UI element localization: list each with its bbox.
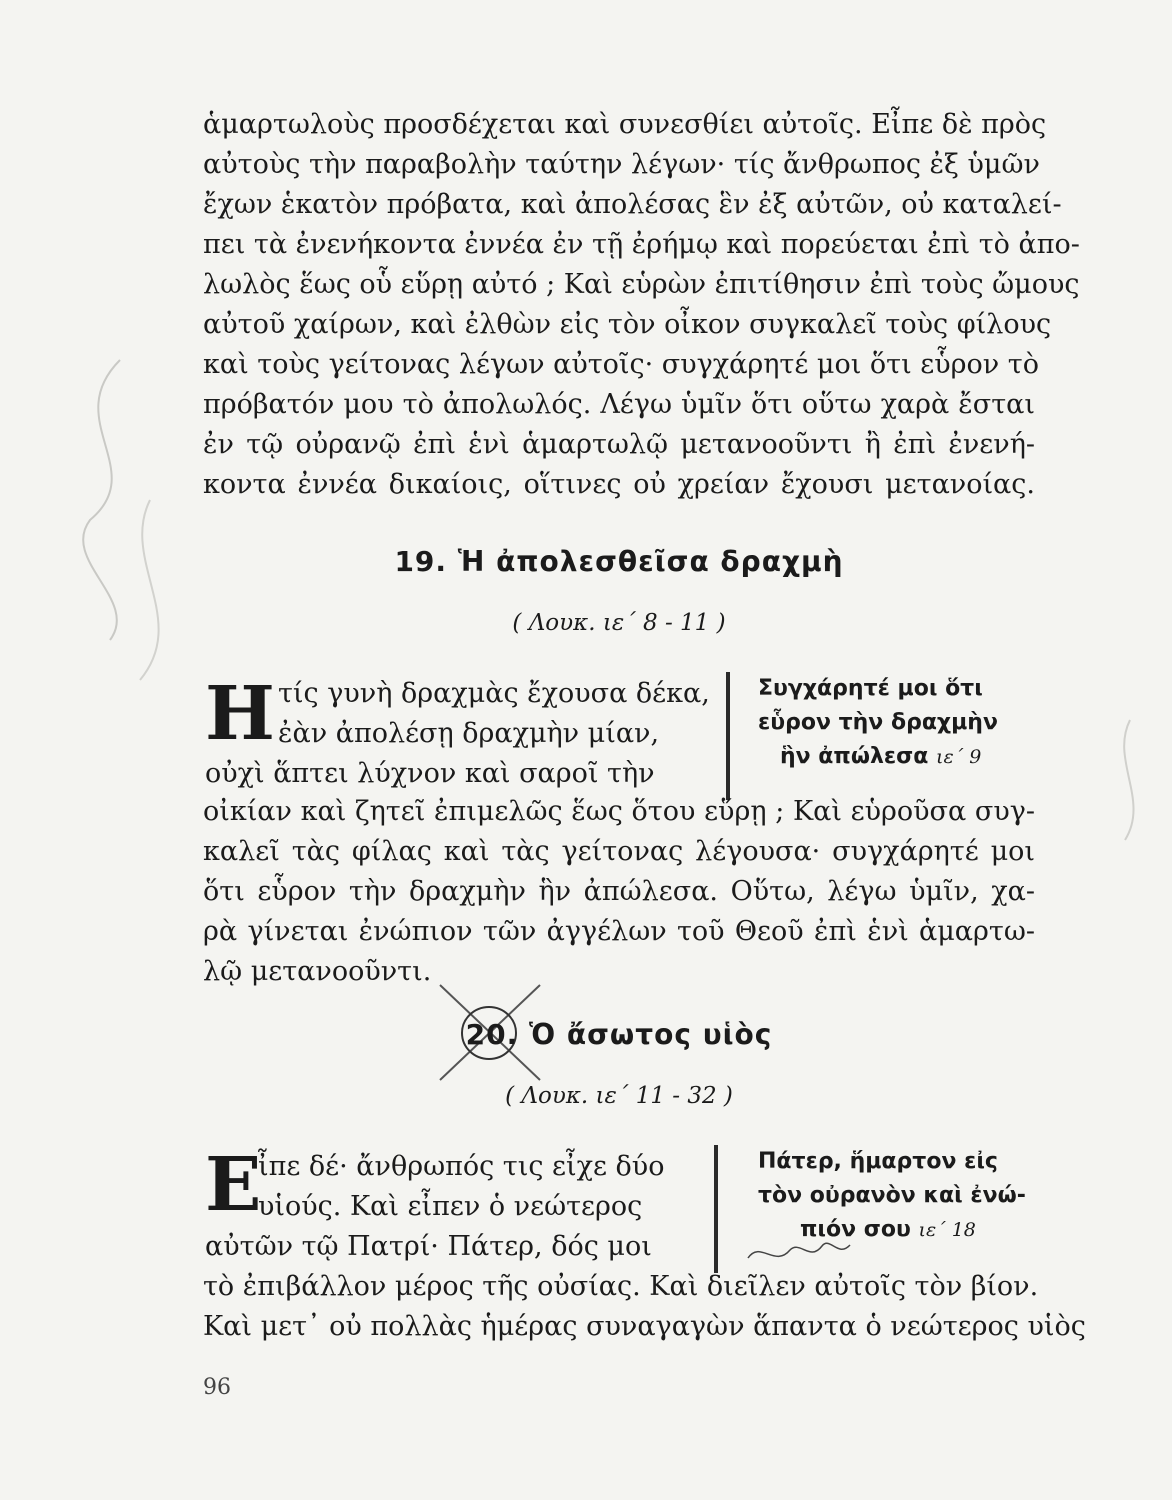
- text-line: ρὰ γίνεται ἐνώπιον τῶν ἀγγέλων τοῦ Θεοῦ ἐπὶ ἑνὶ ἁμαρτω-: [203, 916, 1035, 947]
- page-number: 96: [203, 1375, 231, 1400]
- margin-divider: [714, 1145, 718, 1273]
- text-line: οὐχὶ ἅπτει λύχνον καὶ σαροῖ τὴν: [205, 758, 655, 789]
- drop-cap: Ε: [205, 1142, 262, 1228]
- margin-verse: Πάτερ, ἥμαρτον εἰς: [758, 1149, 998, 1174]
- text-line: αὐτῶν τῷ Πατρί· Πάτερ, δός μοι: [205, 1231, 652, 1262]
- margin-verse: Συγχάρητέ μοι ὅτι: [758, 676, 983, 701]
- text-line: υἱούς. Καὶ εἶπεν ὁ νεώτερος: [258, 1191, 643, 1222]
- text-line: λῷ μετανοοῦντι.: [203, 956, 432, 987]
- text-line: ἁμαρτωλοὺς προσδέχεται καὶ συνεσθίει αὐτοῖς. Εἶπε δὲ πρὸς: [203, 109, 1047, 140]
- margin-verse: ἣν ἀπώλεσα: [780, 744, 929, 769]
- text-line: ἶπε δέ· ἄνθρωπός τις εἶχε δύο: [258, 1151, 665, 1182]
- text-line: ἐὰν ἀπολέσῃ δραχμὴν μίαν,: [278, 718, 660, 749]
- text-line: κοντα ἐννέα δικαίοις, οἵτινες οὐ χρείαν ἔχουσι μετανοίας.: [203, 469, 1035, 500]
- section-20-number: 20.: [465, 1018, 519, 1051]
- text-line: καὶ τοὺς γείτονας λέγων αὐτοῖς· συγχάρητέ μοι ὅτι εὗρον τὸ: [203, 349, 1039, 380]
- margin-verse-last: [780, 740, 981, 774]
- margin-verse: πιόν σου: [800, 1217, 911, 1242]
- text-line: ἐν τῷ οὐρανῷ ἐπὶ ἑνὶ ἁμαρτωλῷ μετανοοῦντι ἢ ἐπὶ ἐνενή-: [203, 429, 1035, 460]
- text-line: πει τὰ ἐνενήκοντα ἐννέα ἐν τῇ ἐρήμῳ καὶ πορεύεται ἐπὶ τὸ ἀπο-: [203, 229, 1080, 260]
- section-20-reference: ( Λουκ. ιε΄ 11 - 32 ): [505, 1083, 733, 1109]
- text-line: λωλὸς ἕως οὗ εὕρῃ αὐτό ; Καὶ εὑρὼν ἐπιτίθησιν ἐπὶ τοὺς ὤμους: [203, 269, 1080, 300]
- text-line: αὐτοῦ χαίρων, καὶ ἐλθὼν εἰς τὸν οἶκον συγκαλεῖ τοὺς φίλους: [203, 309, 1052, 340]
- text-line: τίς γυνὴ δραχμὰς ἔχουσα δέκα,: [278, 678, 710, 709]
- margin-verse-last: [800, 1213, 976, 1247]
- text-line: τὸ ἐπιβάλλον μέρος τῆς οὐσίας. Καὶ διεῖλεν αὐτοῖς τὸν βίον.: [203, 1271, 1039, 1302]
- text-line: καλεῖ τὰς φίλας καὶ τὰς γείτονας λέγουσα· συγχάρητέ μοι: [203, 836, 1035, 867]
- section-19-reference: ( Λουκ. ιε΄ 8 - 11 ): [512, 610, 726, 636]
- section-20-title: [203, 1018, 1035, 1051]
- text-line: Καὶ μετ᾽ οὐ πολλὰς ἡμέρας συναγαγὼν ἅπαντα ὁ νεώτερος υἱὸς: [203, 1311, 1086, 1342]
- drop-cap: Η: [205, 671, 275, 757]
- text-line: αὐτοὺς τὴν παραβολὴν ταύτην λέγων· τίς ἄνθρωπος ἐξ ὑμῶν: [203, 149, 1040, 180]
- text-line: ἔχων ἑκατὸν πρόβατα, καὶ ἀπολέσας ἓν ἐξ αὐτῶν, οὐ καταλεί-: [203, 189, 1062, 220]
- text-line: οἰκίαν καὶ ζητεῖ ἐπιμελῶς ἕως ὅτου εὕρῃ ; Καὶ εὑροῦσα συγ-: [203, 796, 1035, 827]
- text-line: πρόβατόν μου τὸ ἀπολωλός. Λέγω ὑμῖν ὅτι οὕτω χαρὰ ἔσται: [203, 389, 1035, 420]
- margin-verse-ref: ιε΄ 9: [936, 746, 982, 768]
- margin-divider: [726, 672, 730, 800]
- margin-verse: εὗρον τὴν δραχμὴν: [758, 710, 998, 735]
- section-19-title: 19. Ἡ ἀπολεσθεῖσα δραχμὴ: [394, 545, 844, 578]
- section-20-heading-text: Ὁ ἄσωτος υἱὸς: [529, 1018, 773, 1051]
- margin-verse: τὸν οὐρανὸν καὶ ἐνώ-: [758, 1183, 1026, 1208]
- margin-verse-ref: ιε΄ 18: [918, 1219, 976, 1241]
- text-line: ὅτι εὗρον τὴν δραχμὴν ἣν ἀπώλεσα. Οὕτω, λέγω ὑμῖν, χα-: [203, 876, 1035, 907]
